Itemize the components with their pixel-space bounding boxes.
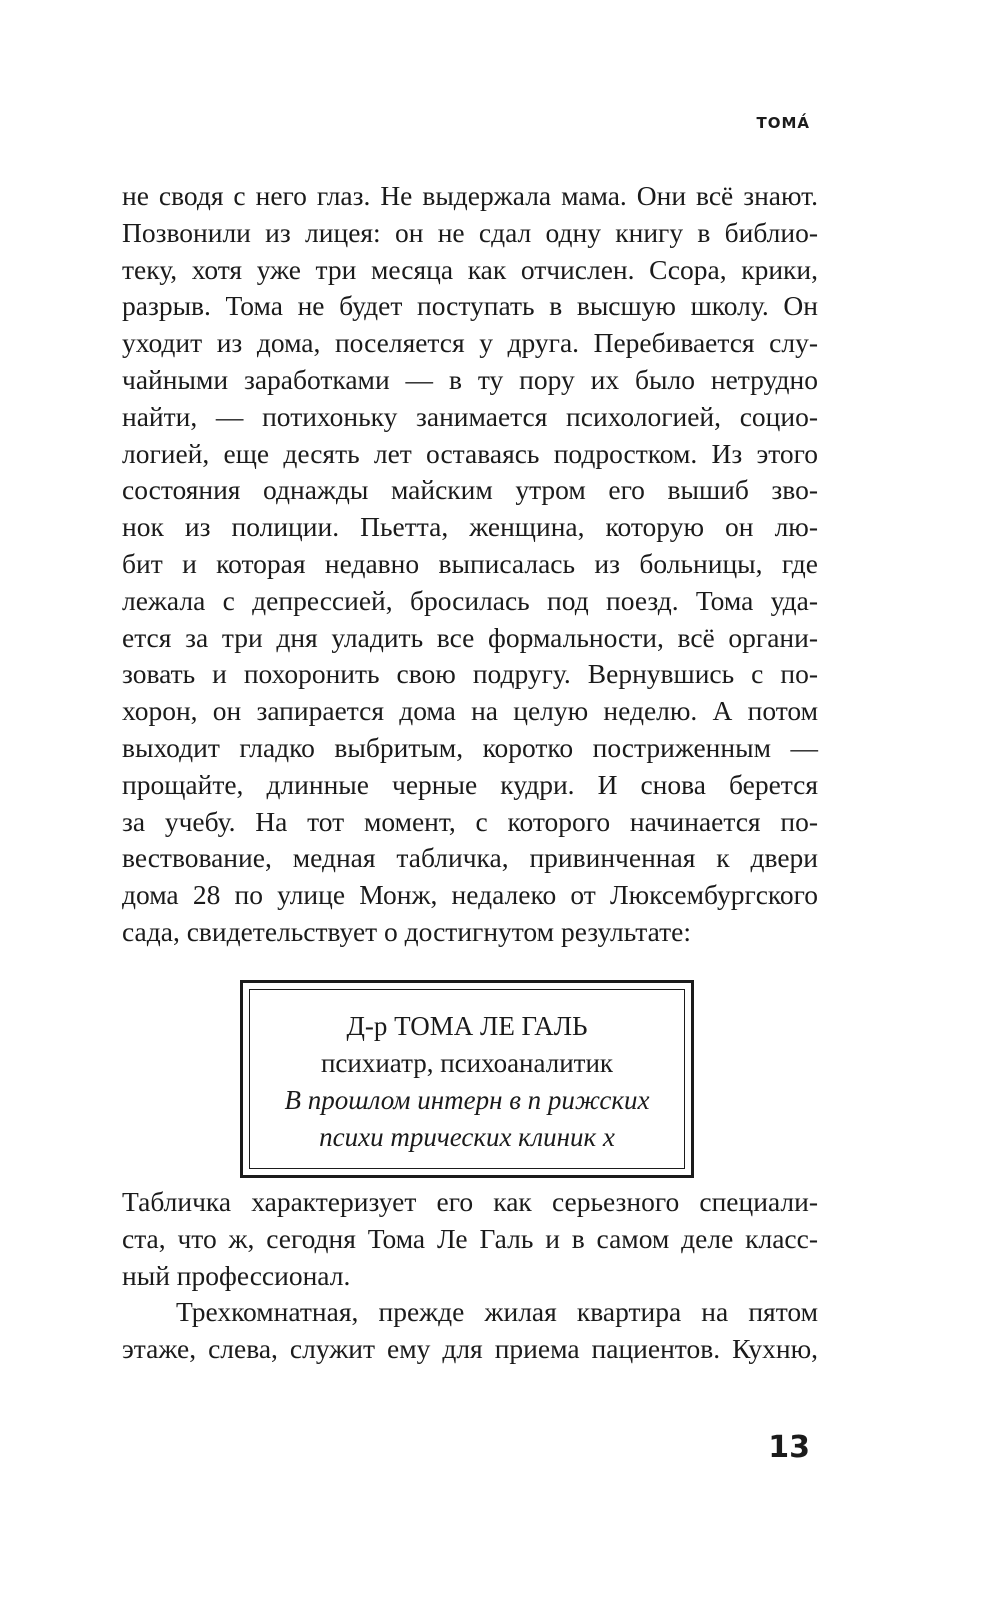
body-paragraph-1	[122, 178, 818, 951]
text-line: прощайте, длинные черные кудри. И снова берется	[122, 768, 818, 800]
text-line: дома 28 по улице Монж, недалеко от Люксембургского	[122, 879, 818, 911]
page-number: 13	[768, 1430, 810, 1465]
text-line: за учебу. На тот момент, с которого начинается по-	[122, 805, 818, 837]
text-line: ста, что ж, сегодня Тома Ле Галь и в самом деле класс-	[122, 1222, 818, 1254]
text-line: Трехкомнатная, прежде жилая квартира на пятом	[176, 1296, 818, 1328]
text-line: зовать и похоронить свою подругу. Вернувшись с по-	[122, 658, 818, 690]
nameplate-credentials-1: В прошлом интерн в п рижских	[284, 1085, 650, 1115]
text-line: разрыв. Тома не будет поступать в высшую школу. Он	[122, 290, 818, 322]
body-paragraph-2	[122, 1184, 818, 1368]
text-line: логией, еще десять лет оставаясь подростком. Из этого	[122, 437, 818, 469]
text-line: вествование, медная табличка, привинченная к двери	[122, 842, 818, 874]
text-line: нок из полиции. Пьетта, женщина, которую он лю-	[122, 511, 818, 543]
text-line: бит и которая недавно выписалась из больницы, где	[122, 547, 818, 579]
text-line: Табличка характеризует его как серьезного специали-	[122, 1186, 818, 1217]
nameplate-name: Д-р ТОМА ЛЕ ГАЛЬ	[346, 1011, 588, 1041]
text-line: уходит из дома, поселяется у друга. Перебивается слу-	[122, 327, 818, 359]
text-line: лежала с депрессией, бросилась под поезд. Тома уда-	[122, 584, 818, 616]
text-line: этаже, слева, служит ему для приема пациентов. Кухню,	[122, 1333, 818, 1365]
text-line: состояния однажды майским утром его вышиб зво-	[122, 474, 818, 506]
text-line: хорон, он запирается дома на целую неделю. А потом	[122, 695, 818, 727]
text-line: сада, свидетельствует о достигнутом результате:	[122, 915, 691, 947]
text-line: найти, — потихоньку занимается психологией, социо-	[122, 400, 818, 432]
text-line: чайными заработками — в ту пору их было нетрудно	[122, 363, 818, 395]
nameplate-inner-frame	[249, 989, 685, 1169]
nameplate-specialty: психиатр, психоаналитик	[320, 1048, 614, 1078]
nameplate-credentials-2: психи трических клиник х	[319, 1122, 615, 1152]
nameplate	[240, 980, 694, 1178]
text-line: ется за три дня уладить все формальности, всё органи-	[122, 621, 818, 653]
running-header: ТОМА́	[756, 114, 810, 132]
text-line: не сводя с него глаз. Не выдержала мама. Они всё знают.	[122, 180, 818, 211]
text-line: теку, хотя уже три месяца как отчислен. Ссора, крики,	[122, 253, 818, 285]
text-line: Позвонили из лицея: он не сдал одну книгу в библио-	[122, 216, 818, 248]
text-line: ный профессионал.	[122, 1259, 351, 1291]
text-line: выходит гладко выбритым, коротко постриженным —	[122, 731, 818, 763]
